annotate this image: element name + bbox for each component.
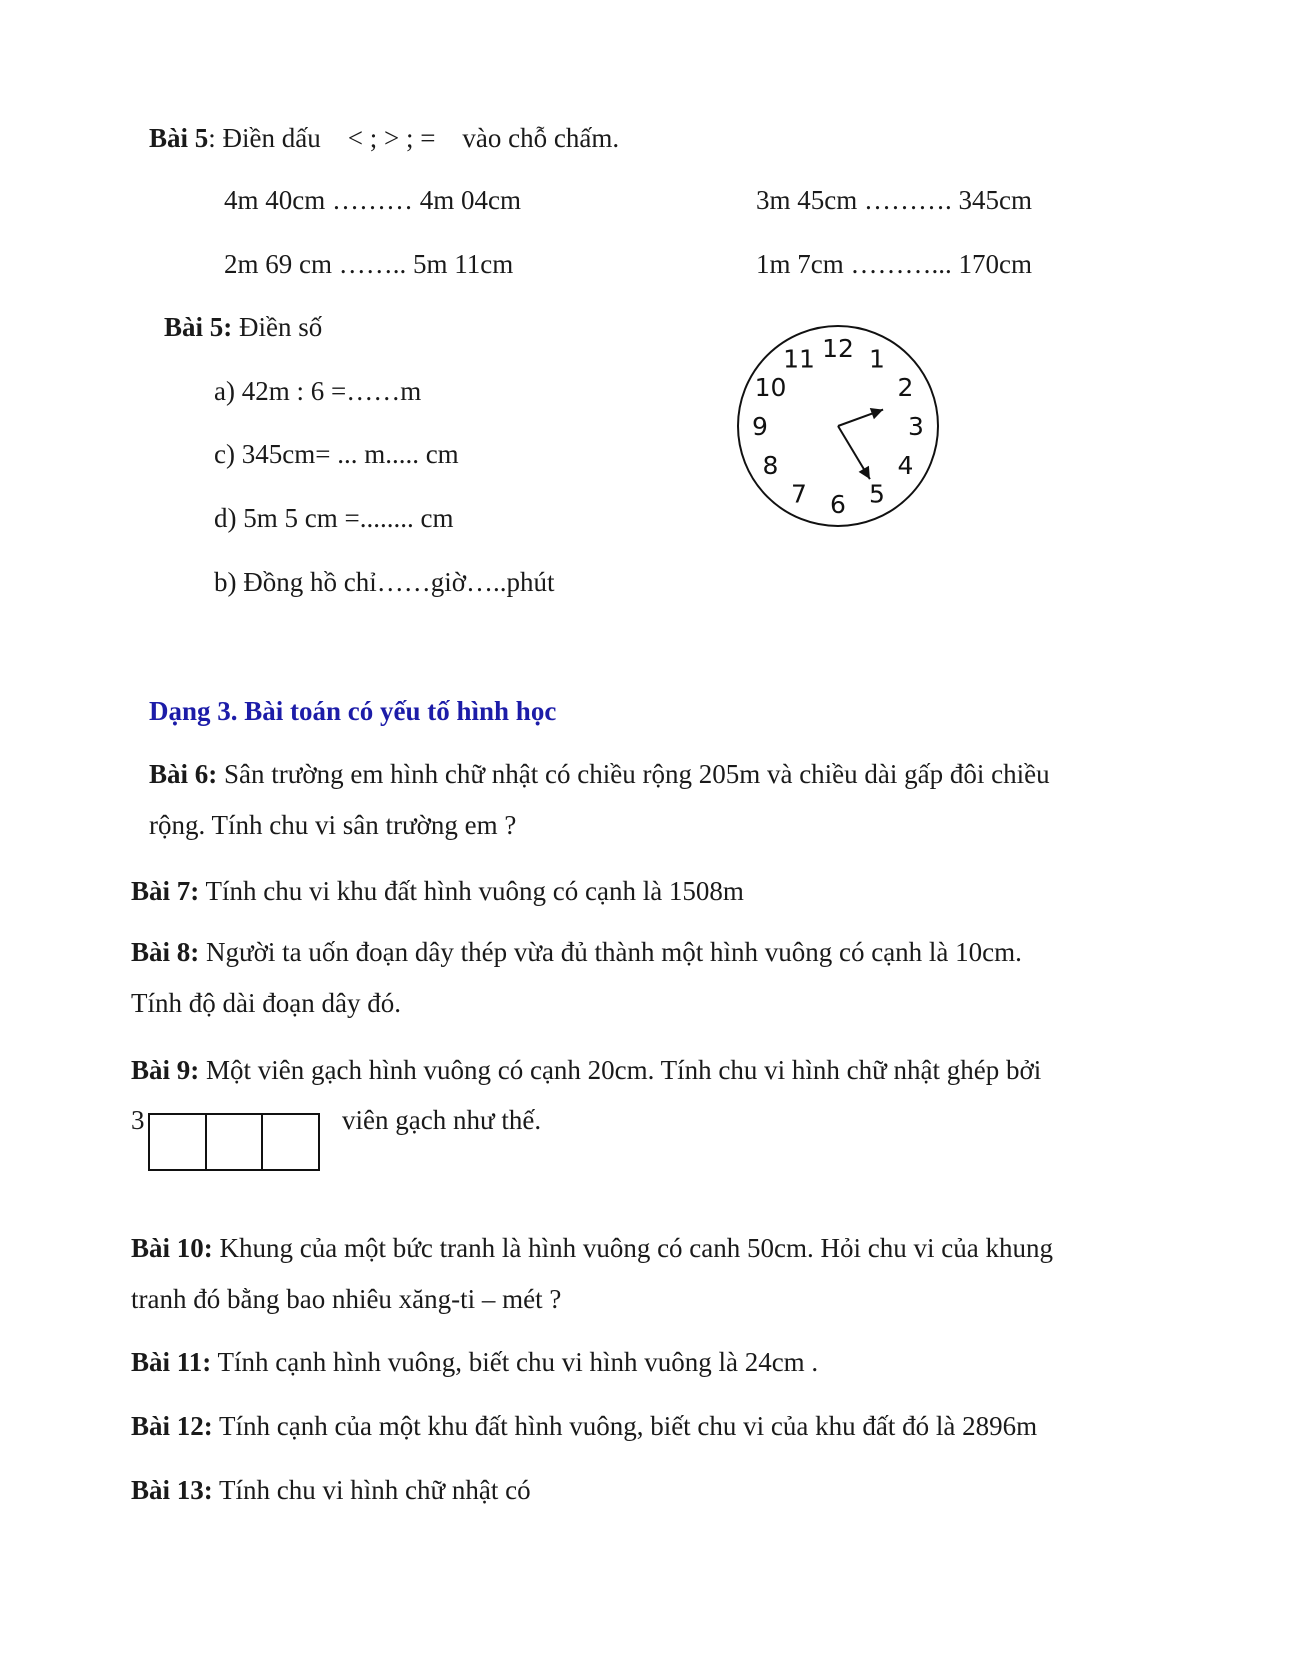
bai5a-heading	[149, 121, 619, 155]
bai7	[131, 874, 744, 908]
bai5b-item-a: a) 42m : 6 =……m	[214, 376, 422, 406]
bai10-line2: tranh đó bằng bao nhiêu xăng-ti – mét ?	[131, 1284, 562, 1314]
bai7-text: Tính chu vi khu đất hình vuông có cạnh là 1508m	[199, 876, 744, 906]
bai5b-heading	[164, 310, 322, 344]
section-title: Dạng 3. Bài toán có yếu tố hình học	[149, 696, 557, 726]
bai5a-row1-left: 4m 40cm ……… 4m 04cm	[224, 185, 521, 215]
bai11-label: Bài 11:	[131, 1347, 212, 1377]
bai9-count: 3	[131, 1105, 145, 1135]
bai8-line1: Người ta uốn đoạn dây thép vừa đủ thành một hình vuông có cạnh là 10cm.	[199, 937, 1022, 967]
bai13-text: Tính chu vi hình chữ nhật có	[212, 1475, 531, 1505]
bai5a-label: Bài 5	[149, 123, 209, 153]
clock-number-11: 11	[783, 344, 815, 374]
bai5b-label: Bài 5:	[164, 312, 233, 342]
bai5b-item-b: b) Đồng hồ chỉ……giờ…..phút	[214, 567, 555, 597]
clock-number-5: 5	[869, 479, 885, 509]
clock-number-1: 1	[869, 344, 885, 374]
bai5a-instruction: : Điền dấu < ; > ; = vào chỗ chấm.	[208, 123, 620, 153]
bai9-label: Bài 9:	[131, 1055, 200, 1085]
bai7-label: Bài 7:	[131, 876, 200, 906]
clock-number-6: 6	[830, 490, 846, 519]
bai10-label: Bài 10:	[131, 1233, 213, 1263]
bai10-line1: Khung của một bức tranh là hình vuông có canh 50cm. Hỏi chu vi của khung	[212, 1233, 1053, 1263]
bai11	[131, 1345, 818, 1379]
clock-number-9: 9	[752, 412, 768, 441]
bai8-line2: Tính độ dài đoạn dây đó.	[131, 988, 401, 1018]
bai12-text: Tính cạnh của một khu đất hình vuông, biết chu vi của khu đất đó là 2896m	[212, 1411, 1038, 1441]
clock-number-4: 4	[897, 451, 914, 480]
clock-number-8: 8	[762, 451, 779, 480]
clock-number-7: 7	[791, 479, 807, 509]
brick-diagram	[148, 1113, 320, 1171]
bai5b-item-c: c) 345cm= ... m..... cm	[214, 439, 459, 469]
bai9-line2: viên gạch như thế.	[342, 1105, 542, 1135]
bai6-label: Bài 6:	[149, 759, 218, 789]
bai13-label: Bài 13:	[131, 1475, 213, 1505]
bai11-text: Tính cạnh hình vuông, biết chu vi hình vuông là 24cm .	[211, 1347, 819, 1377]
bai9-line1	[131, 1053, 1041, 1087]
clock-number-12: 12	[822, 334, 854, 363]
brick	[263, 1115, 318, 1169]
bai6-line2: rộng. Tính chu vi sân trường em ?	[149, 810, 517, 840]
bai5a-row2-right: 1m 7cm ………... 170cm	[756, 249, 1032, 279]
clock-number-3: 3	[908, 412, 924, 441]
bai6	[149, 749, 1149, 851]
clock-number-2: 2	[897, 373, 914, 402]
bai6-line1: Sân trường em hình chữ nhật có chiều rộng 205m và chiều dài gấp đôi chiều	[217, 759, 1050, 789]
bai9-text: Một viên gạch hình vuông có cạnh 20cm. Tính chu vi hình chữ nhật ghép bởi	[199, 1055, 1042, 1085]
bai5b-item-d: d) 5m 5 cm =........ cm	[214, 503, 454, 533]
bai8	[131, 927, 1151, 1029]
brick	[207, 1115, 264, 1169]
bai12	[131, 1409, 1037, 1443]
brick	[150, 1115, 207, 1169]
bai8-label: Bài 8:	[131, 937, 200, 967]
bai13	[131, 1473, 531, 1507]
bai5b-instruction: Điền số	[232, 312, 323, 342]
bai5a-row2-left: 2m 69 cm …….. 5m 11cm	[224, 249, 514, 279]
clock-face	[734, 316, 944, 536]
bai12-label: Bài 12:	[131, 1411, 213, 1441]
bai5a-row1-right: 3m 45cm ………. 345cm	[756, 185, 1032, 215]
bai10	[131, 1223, 1161, 1325]
clock-number-10: 10	[754, 373, 787, 402]
